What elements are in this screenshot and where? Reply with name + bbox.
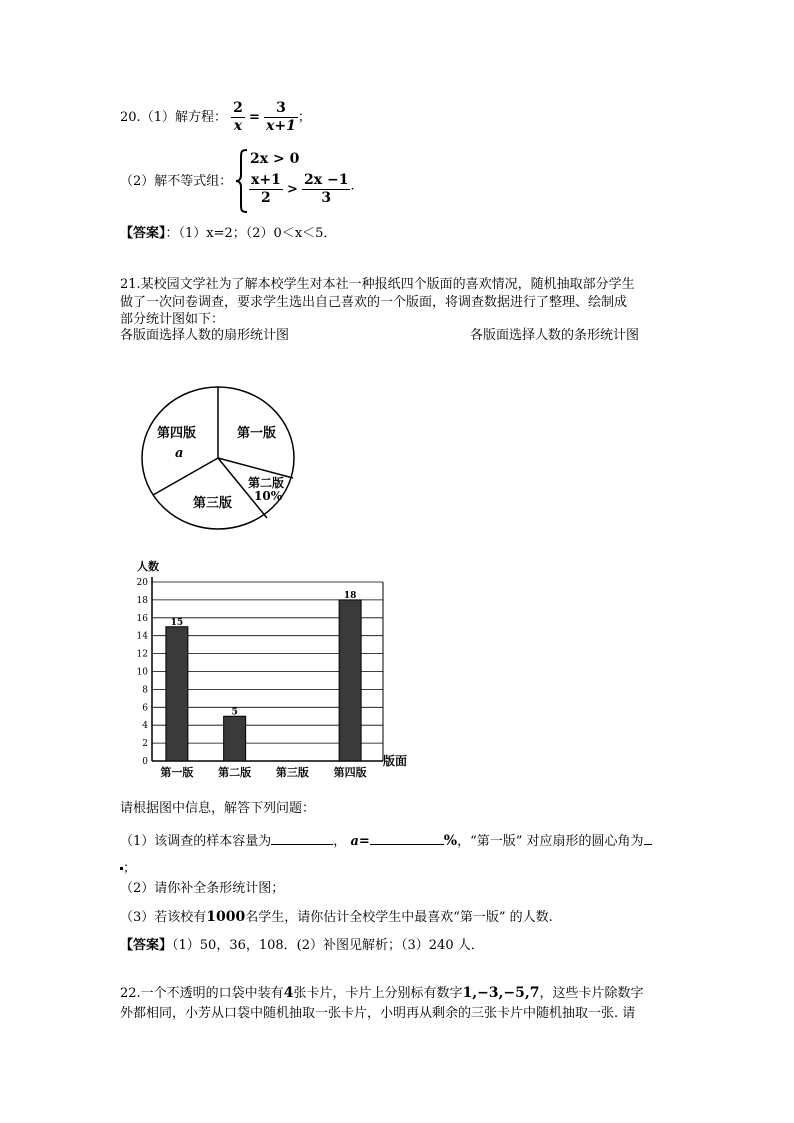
x-tick-label: 第二版	[218, 766, 252, 779]
ineq2-end: ·	[350, 182, 355, 197]
y-tick-label: 20	[136, 578, 148, 588]
sub1-eq: =	[358, 834, 370, 849]
bar	[224, 716, 246, 761]
y-tick-label: 6	[142, 703, 148, 714]
ineq-1: 2x > 0	[250, 151, 300, 167]
sample-size-blank[interactable]	[271, 832, 333, 845]
q21-line3: 部分统计图如下：	[120, 312, 225, 327]
ineq2-rhs-numerator: 2x −1	[304, 172, 349, 188]
q21-answer	[120, 937, 484, 955]
eq-rhs-denominator: x+1	[266, 118, 296, 134]
q21-prompt: 请根据图中信息，解答下列问题：	[120, 801, 316, 816]
sub1-percent: %	[443, 833, 458, 849]
bar-value-label: 15	[170, 617, 184, 628]
x-tick-label: 第四版	[333, 766, 367, 779]
eq-lhs-numerator: 2	[233, 100, 243, 116]
bar	[339, 600, 361, 761]
q20-part1-prefix: （1）解方程：	[140, 110, 227, 125]
sub3-num: 1000	[206, 909, 246, 925]
q20-answer-text: ：（1）x=2；（2）0＜x＜5．	[165, 226, 337, 241]
q22-line2: 外都相同，小芳从口袋中随机抽取一张卡片，小明再从剩余的三张卡片中随机抽取一张. 请	[120, 1006, 636, 1021]
q20-answer-label: 【答案】	[120, 226, 166, 241]
sub1-tail-text: ；	[123, 861, 137, 876]
ineq2-sign: >	[286, 182, 298, 197]
eq-end: ；	[297, 110, 311, 125]
pie-label-fourth: 第四版	[157, 426, 197, 441]
y-tick-label: 10	[136, 667, 148, 678]
q21-sub3	[120, 908, 553, 927]
sub1-text-b: ，	[333, 834, 347, 849]
bar-ylabel: 人数	[137, 560, 159, 573]
eq-sign: =	[249, 110, 260, 125]
ineq2-rhs-denominator: 3	[321, 190, 332, 206]
pie-label-third: 第三版	[193, 496, 233, 511]
pie-annotation-fourth: a	[175, 446, 184, 461]
bar-chart	[125, 555, 425, 787]
q22-text-c: ，这些卡片除数字	[539, 986, 644, 1001]
y-tick-label: 16	[136, 613, 148, 624]
eq-lhs-fraction	[231, 100, 245, 135]
angle-blank[interactable]	[644, 832, 652, 845]
sub3-text-a: （3）若该校有	[120, 910, 207, 925]
y-tick-label: 8	[142, 685, 148, 696]
q21-answer-label: 【答案】	[120, 938, 173, 953]
q20-answer	[120, 225, 336, 243]
q21-line2: 做了一次问卷调查，要求学生选出自己喜欢的一个版面，将调查数据进行了整理、绘制成	[120, 295, 628, 310]
q20-number: 20.	[120, 110, 141, 125]
pie-label-first: 第一版	[237, 426, 277, 441]
sub1-var-a: a	[350, 834, 359, 849]
ineq2-lhs-fraction	[249, 172, 283, 207]
ineq2-lhs-numerator: x+1	[251, 172, 281, 188]
q21-answer-text: （1）50，36，108．(2）补图见解析；（3）240 人．	[172, 938, 484, 953]
pie-label-second: 第二版	[248, 476, 285, 490]
bar-value-label: 5	[231, 707, 238, 718]
pie-chart	[140, 385, 300, 535]
bar-marks	[160, 591, 366, 779]
sub1-text-c: ，“第一版” 对应扇形的圆心角为	[457, 834, 644, 849]
bar-caption: 各版面选择人数的条形统计图	[470, 328, 640, 343]
q22-text-b: 张卡片，卡片上分别标有数字	[293, 986, 463, 1001]
pie-caption: 各版面选择人数的扇形统计图	[120, 328, 290, 343]
bar	[166, 627, 188, 761]
sub1-tail	[120, 860, 136, 878]
y-tick-label: 12	[136, 649, 148, 660]
eq-rhs-numerator: 3	[264, 100, 298, 118]
q22-card-numbers: 1,−3,−5,7	[462, 985, 540, 1001]
a-value-blank[interactable]	[370, 832, 444, 845]
ineq2-rhs-fraction	[302, 172, 350, 207]
bar-xlabel: 版面	[383, 754, 408, 768]
pie-annotation-second: 10%	[254, 489, 283, 503]
q22-card-count: 4	[283, 985, 294, 1001]
y-tick-label: 4	[142, 721, 148, 732]
ineq-2	[249, 172, 355, 207]
ineq2-lhs-denominator: 2	[261, 190, 271, 206]
q21-sub1	[120, 832, 652, 851]
x-tick-label: 第一版	[160, 766, 194, 779]
system-brace	[234, 148, 250, 214]
bar-value-label: 18	[343, 590, 357, 601]
x-tick-label: 第三版	[275, 766, 309, 779]
y-tick-label: 18	[136, 595, 148, 606]
q22-line1	[120, 984, 644, 1003]
y-tick-label: 0	[142, 757, 148, 767]
eq-lhs-denominator: x	[233, 118, 243, 134]
q21-sub2: （2）请你补全条形统计图；	[120, 881, 285, 896]
q20-part2-prefix: （2）解不等式组：	[120, 174, 233, 189]
q22-text-a: 22.一个不透明的口袋中装有	[120, 986, 284, 1001]
y-tick-label: 14	[136, 631, 148, 642]
eq-rhs-fraction	[264, 100, 298, 135]
q20-line1	[120, 100, 311, 135]
q21-line1: 21.某校园文学社为了解本校学生对本社一种报纸四个版面的喜欢情况，随机抽取部分学生	[120, 277, 635, 292]
sub3-text-b: 名学生，请你估计全校学生中最喜欢“第一版” 的人数.	[245, 910, 553, 925]
sub1-text-a: （1）该调查的样本容量为	[120, 834, 272, 849]
y-tick-label: 2	[142, 739, 148, 750]
